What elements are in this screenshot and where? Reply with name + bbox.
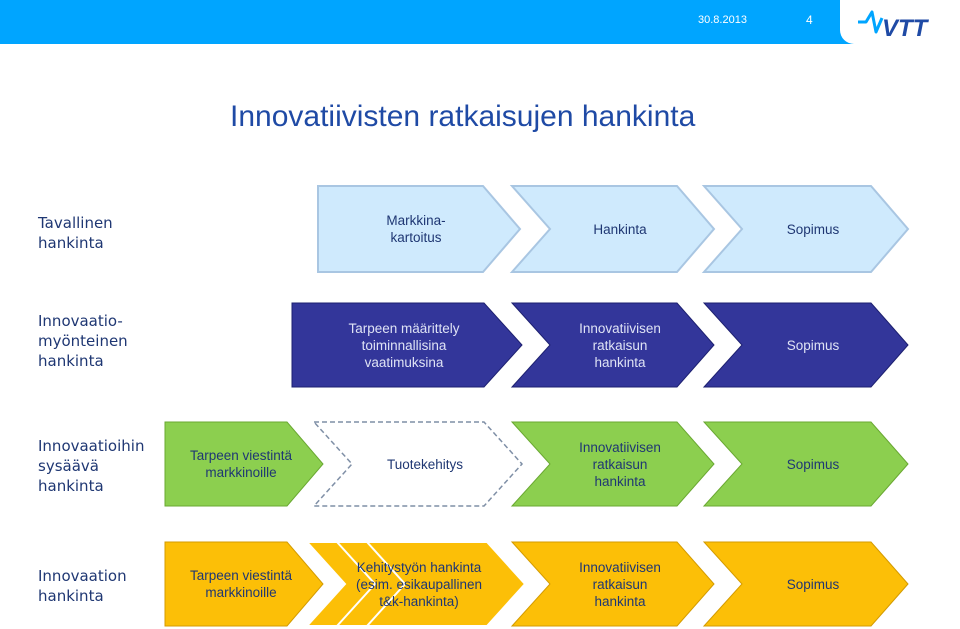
- step-contract: Sopimus: [704, 542, 910, 626]
- step-innovative-procurement: Innovatiivisen ratkaisun hankinta: [512, 303, 716, 387]
- step-product-development: Tuotekehitys: [314, 422, 524, 506]
- svg-text:VTT: VTT: [882, 15, 928, 38]
- slide-date: 30.8.2013: [698, 14, 747, 26]
- step-development-procurement: Kehitystyön hankinta (esim. esikaupallinen t&k-hankinta): [307, 542, 527, 626]
- page-title: Innovatiivisten ratkaisujen hankinta: [230, 100, 696, 133]
- row-label-ordinary: Tavallinen hankinta: [38, 214, 113, 252]
- page-number: 4: [806, 13, 813, 27]
- row-label-innovation-friendly: Innovaatio- myönteinen hankinta: [38, 312, 128, 370]
- step-need-communication: Tarpeen viestintä markkinoille: [165, 542, 325, 626]
- step-need-definition: Tarpeen määrittely toiminnallisina vaatimuksina: [292, 303, 524, 387]
- row-label-innovation-pushing: Innovaatioihin sysäävä hankinta: [38, 437, 145, 495]
- vtt-logo-icon: [856, 8, 946, 38]
- step-need-communication: Tarpeen viestintä markkinoille: [165, 422, 325, 506]
- header-bar: [0, 0, 960, 44]
- step-contract: Sopimus: [704, 186, 910, 272]
- step-procurement: Hankinta: [512, 186, 716, 272]
- step-innovative-procurement: Innovatiivisen ratkaisun hankinta: [512, 542, 716, 626]
- step-contract: Sopimus: [704, 303, 910, 387]
- row-label-innovation-procurement: Innovaation hankinta: [38, 567, 127, 605]
- step-market-survey: Markkina- kartoitus: [318, 186, 522, 272]
- step-innovative-procurement: Innovatiivisen ratkaisun hankinta: [512, 422, 716, 506]
- step-contract: Sopimus: [704, 422, 910, 506]
